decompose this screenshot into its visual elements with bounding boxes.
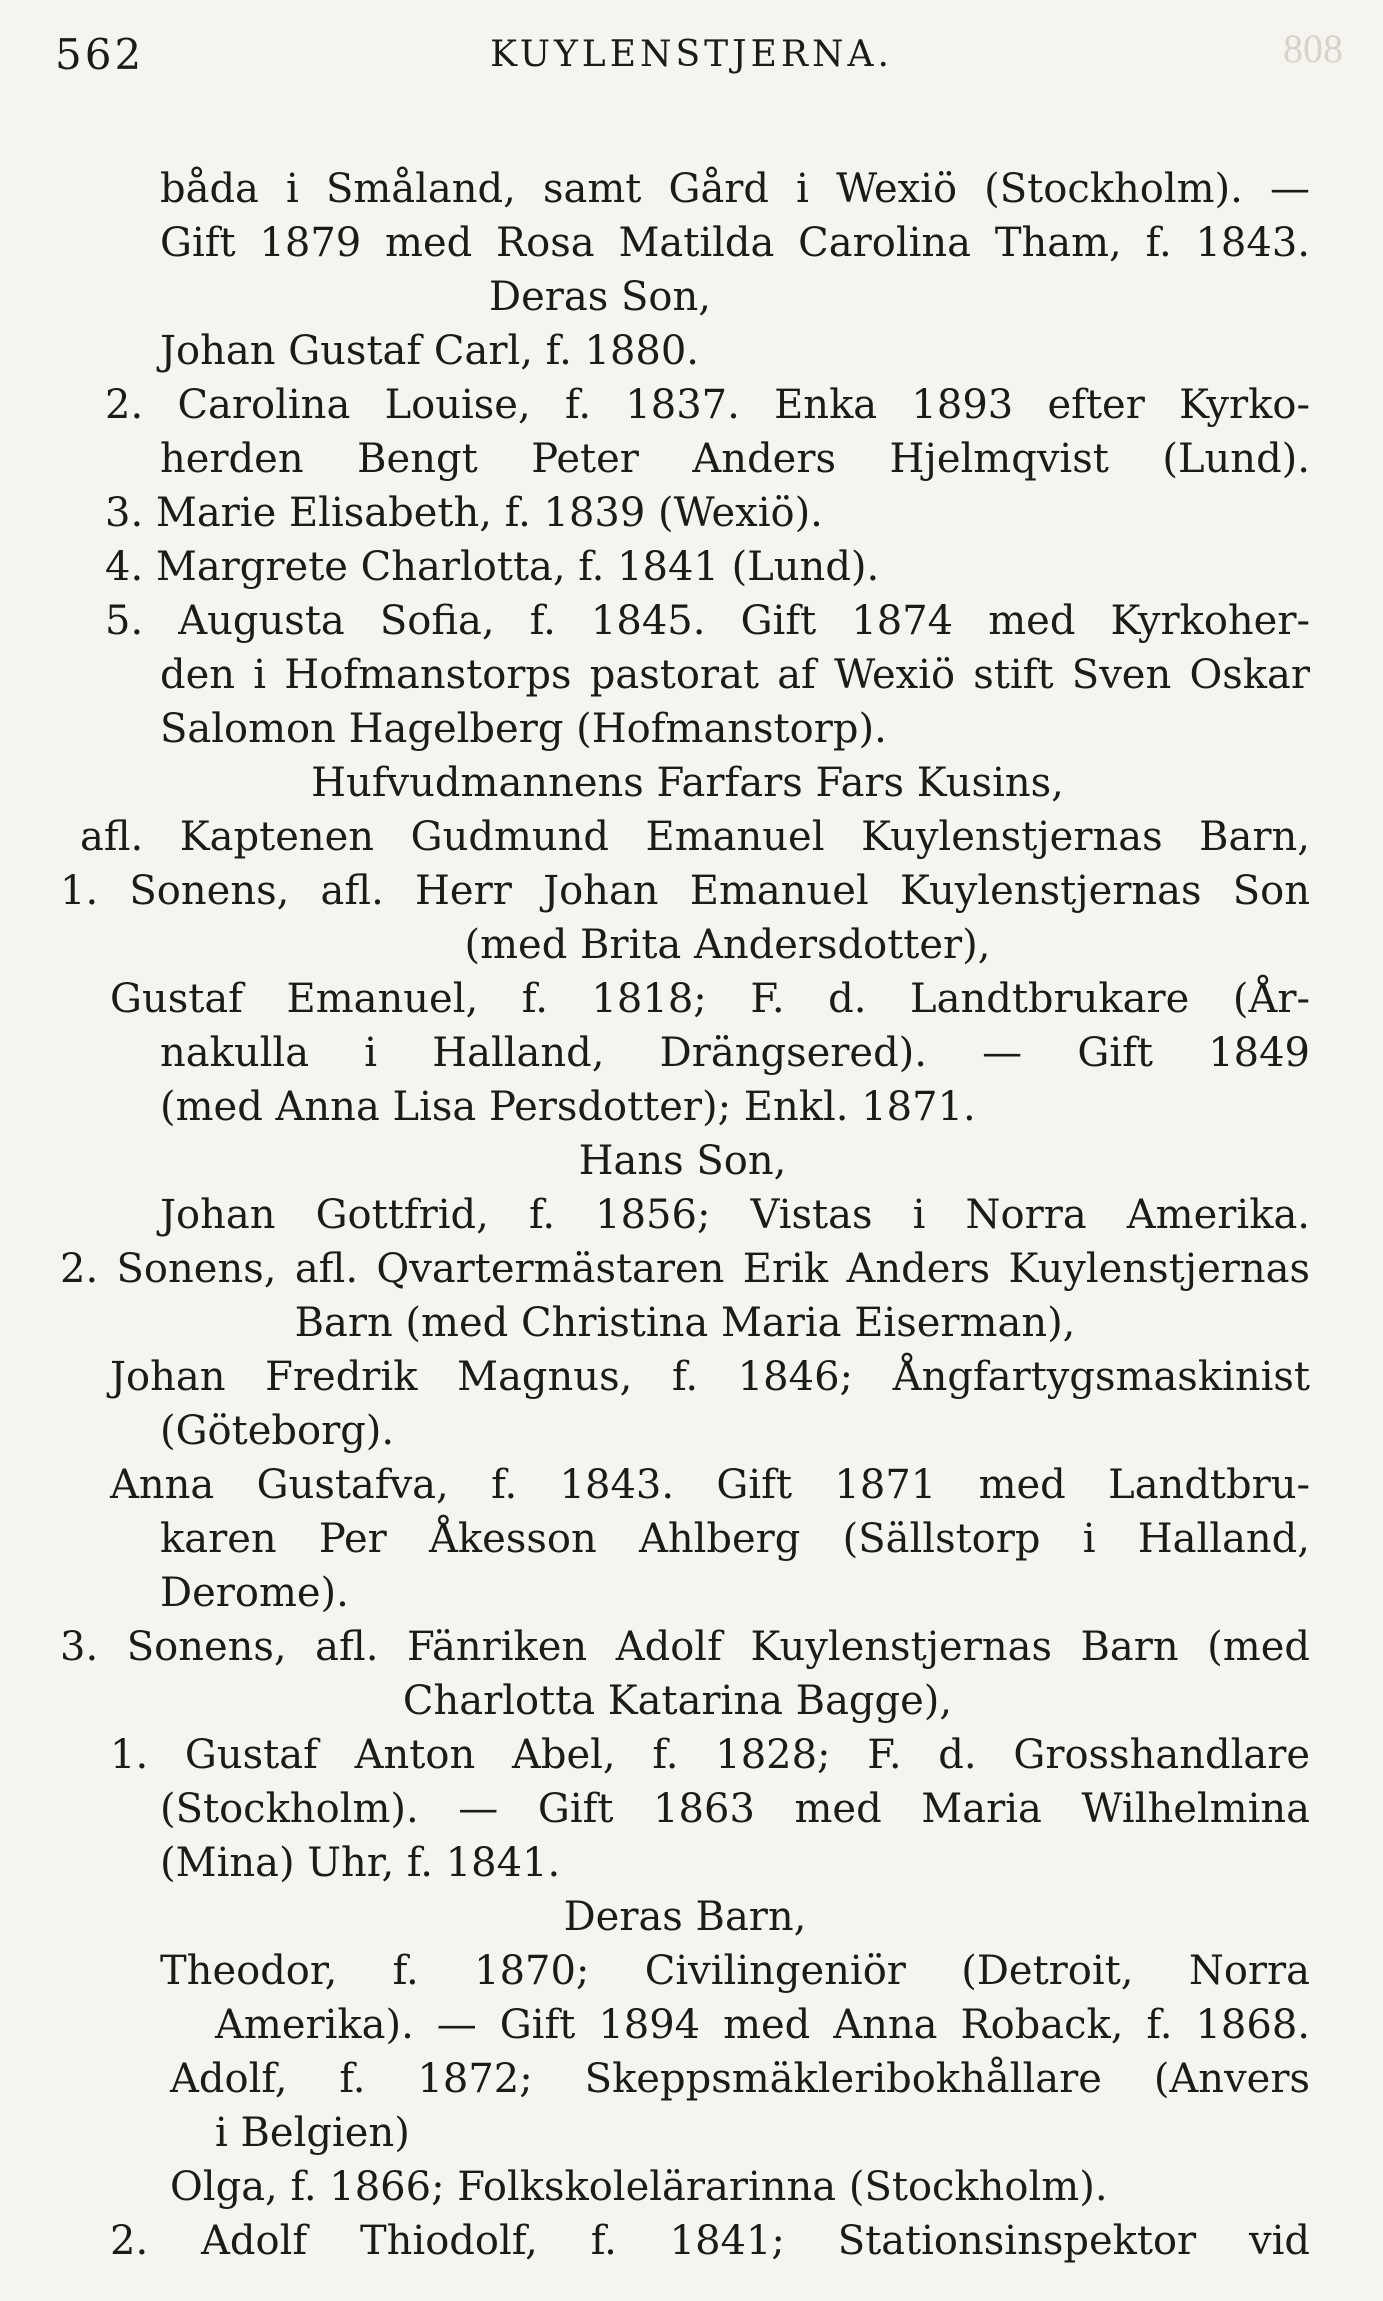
text-line: Johan Gottfrid, f. 1856; Vistas i Norra Amerika. [160, 1192, 1310, 1238]
text-line: Adolf, f. 1872; Skeppsmäkleribokhållare (Anvers [170, 2056, 1310, 2102]
text-line: afl. Kaptenen Gudmund Emanuel Kuylenstjernas Barn, [80, 814, 1310, 860]
text-line: den i Hofmanstorps pastorat af Wexiö stift Sven Oskar [160, 652, 1310, 698]
text-line: Olga, f. 1866; Folkskolelärarinna (Stockholm). [170, 2164, 1108, 2210]
text-line: Salomon Hagelberg (Hofmanstorp). [160, 706, 887, 752]
text-line: nakulla i Halland, Drängsered). — Gift 1849 [160, 1030, 1310, 1076]
text-line: 3. Sonens, afl. Fänriken Adolf Kuylenstjernas Barn (med [60, 1624, 1310, 1670]
text-line: Johan Gustaf Carl, f. 1880. [160, 328, 700, 374]
text-line: 2. Carolina Louise, f. 1837. Enka 1893 efter Kyrko- [105, 382, 1310, 428]
text-line: Amerika). — Gift 1894 med Anna Roback, f. 1868. [215, 2002, 1310, 2048]
text-line: Deras Barn, [563, 1894, 807, 1940]
text-line: 5. Augusta Sofia, f. 1845. Gift 1874 med Kyrkoher- [105, 598, 1310, 644]
text-line: Deras Son, [489, 274, 711, 320]
text-line: Johan Fredrik Magnus, f. 1846; Ångfartygsmaskinist [110, 1354, 1310, 1400]
text-line: båda i Småland, samt Gård i Wexiö (Stockholm). — [160, 166, 1310, 212]
page-header [55, 30, 1328, 90]
text-line: 3. Marie Elisabeth, f. 1839 (Wexiö). [105, 490, 823, 536]
text-line: karen Per Åkesson Ahlberg (Sällstorp i Halland, [160, 1516, 1310, 1562]
text-line: (Göteborg). [160, 1408, 395, 1454]
text-line: Charlotta Katarina Bagge), [402, 1678, 953, 1724]
text-line: (Stockholm). — Gift 1863 med Maria Wilhelmina [160, 1786, 1310, 1832]
text-line: 2. Adolf Thiodolf, f. 1841; Stationsinspektor vid [110, 2218, 1310, 2264]
text-line: Theodor, f. 1870; Civilingeniör (Detroit, Norra [160, 1948, 1310, 1994]
page-number: 562 [55, 30, 145, 79]
text-line: herden Bengt Peter Anders Hjelmqvist (Lund). [160, 436, 1310, 482]
text-line: 2. Sonens, afl. Qvartermästaren Erik Anders Kuylenstjernas [60, 1246, 1310, 1292]
text-line: Hufvudmannens Farfars Fars Kusins, [311, 760, 1064, 806]
text-line: (med Brita Andersdotter), [464, 922, 991, 968]
bleed-through-text: 808 [1283, 26, 1343, 71]
text-line: (Mina) Uhr, f. 1841. [160, 1840, 561, 1886]
text-line: Gift 1879 med Rosa Matilda Carolina Tham, f. 1843. [160, 220, 1310, 266]
text-line: i Belgien) [215, 2110, 410, 2156]
text-line: 1. Sonens, afl. Herr Johan Emanuel Kuylenstjernas Son [60, 868, 1310, 914]
text-line: Barn (med Christina Maria Eiserman), [294, 1300, 1076, 1346]
text-line: Anna Gustafva, f. 1843. Gift 1871 med Landtbru- [110, 1462, 1310, 1508]
text-line: Hans Son, [578, 1138, 787, 1184]
text-line: 1. Gustaf Anton Abel, f. 1828; F. d. Grosshandlare [110, 1732, 1310, 1778]
text-line: (med Anna Lisa Persdotter); Enkl. 1871. [160, 1084, 976, 1130]
text-line: 4. Margrete Charlotta, f. 1841 (Lund). [105, 544, 880, 590]
text-line: Gustaf Emanuel, f. 1818; F. d. Landtbrukare (År- [110, 976, 1310, 1022]
text-line: Derome). [160, 1570, 349, 1616]
running-title: KUYLENSTJERNA. [490, 34, 893, 75]
